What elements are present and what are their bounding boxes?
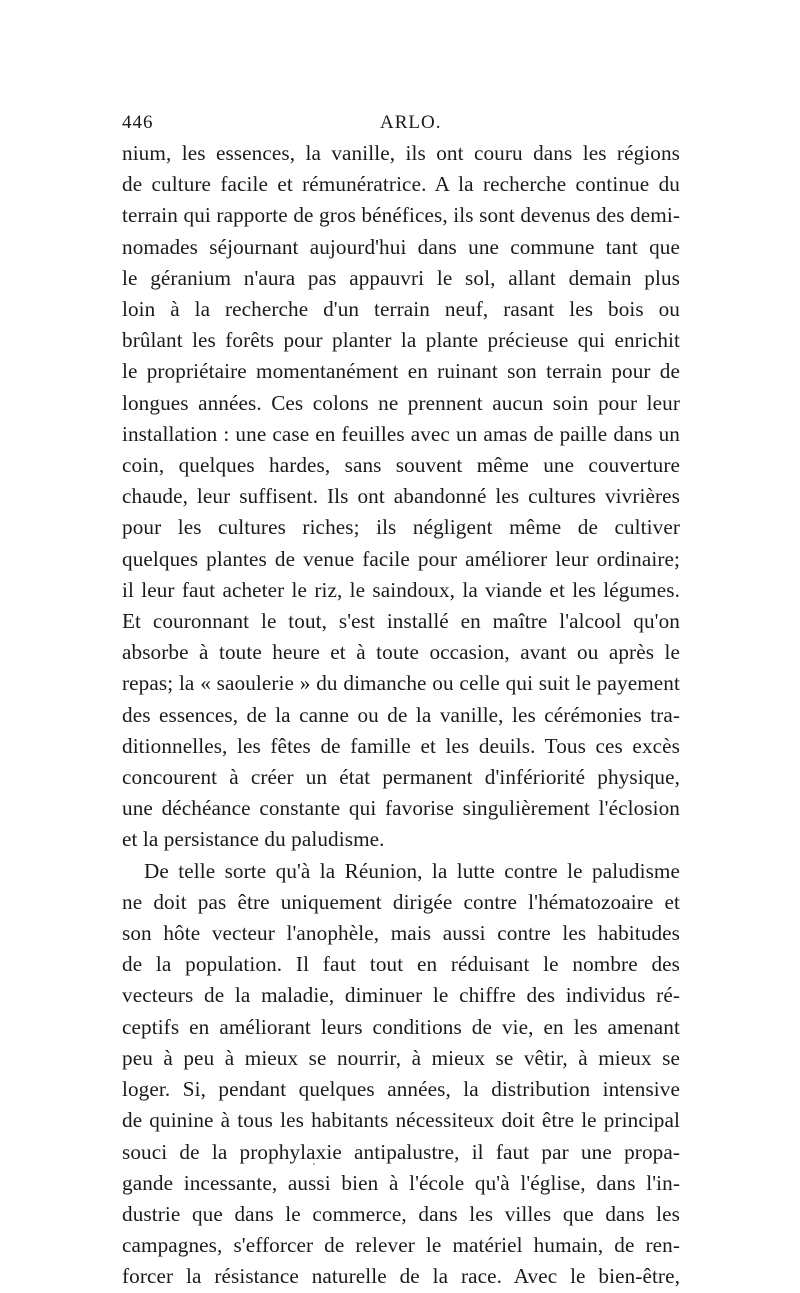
paragraph	[122, 856, 680, 1293]
text-line: campagnes, s'efforcer de relever le matériel humain, de ren-	[122, 1233, 680, 1258]
text-line: coin, quelques hardes, sans souvent même une couverture	[122, 453, 680, 478]
text-line: repas; la « saoulerie » du dimanche ou celle qui suit le payement	[122, 671, 680, 696]
text-line: Et couronnant le tout, s'est installé en maître l'alcool qu'on	[122, 609, 680, 634]
text-line: de culture facile et rémunératrice. A la recherche continue du	[122, 172, 680, 197]
text-line: nium, les essences, la vanille, ils ont couru dans les régions	[122, 141, 680, 165]
text-line: installation : une case en feuilles avec un amas de paille dans un	[122, 421, 680, 446]
text-line: chaude, leur suffisent. Ils ont abandonné les cultures vivrières	[122, 484, 680, 509]
text-line: quelques plantes de venue facile pour améliorer leur ordinaire;	[122, 546, 680, 571]
text-line: loin à la recherche d'un terrain neuf, rasant les bois ou	[122, 297, 680, 322]
text-line: De telle sorte qu'à la Réunion, la lutte contre le paludisme	[144, 858, 680, 883]
text-line: des essences, de la canne ou de la vanille, les cérémonies tra-	[122, 702, 680, 727]
text-line: dustrie que dans le commerce, dans les villes que dans les	[122, 1201, 680, 1226]
text-line: une déchéance constante qui favorise singulièrement l'éclosion	[122, 796, 680, 821]
text-line: ditionnelles, les fêtes de famille et les deuils. Tous ces excès	[122, 733, 680, 758]
text-line: nomades séjournant aujourd'hui dans une commune tant que	[122, 234, 680, 259]
text-line: ne doit pas être uniquement dirigée contre l'hématozoaire et	[122, 889, 680, 914]
text-line: le géranium n'aura pas appauvri le sol, allant demain plus	[122, 265, 680, 290]
page-number: 446	[122, 112, 154, 133]
text-line: vecteurs de la maladie, diminuer le chiffre des individus ré-	[122, 983, 680, 1008]
text-line: de la population. Il faut tout en réduisant le nombre des	[122, 952, 680, 977]
text-line: son hôte vecteur l'anophèle, mais aussi contre les habitudes	[122, 921, 680, 946]
text-line: absorbe à toute heure et à toute occasion, avant ou après le	[122, 640, 680, 665]
body-text	[122, 138, 680, 1293]
text-line: loger. Si, pendant quelques années, la distribution intensive	[122, 1077, 680, 1102]
text-line: et la persistance du paludisme.	[122, 827, 385, 852]
text-line: il leur faut acheter le riz, le saindoux, la viande et les légumes.	[122, 577, 680, 602]
text-line: peu à peu à mieux se nourrir, à mieux se vêtir, à mieux se	[122, 1045, 680, 1070]
text-line: longues années. Ces colons ne prennent aucun soin pour leur	[122, 390, 680, 415]
text-line: terrain qui rapporte de gros bénéfices, ils sont devenus des demi-	[122, 203, 680, 228]
paragraph	[122, 138, 680, 856]
text-line: souci de la prophylaxie antipalustre, il faut par une propa-	[122, 1139, 680, 1164]
text-line: pour les cultures riches; ils négligent même de cultiver	[122, 515, 680, 540]
text-line: gande incessante, aussi bien à l'école qu'à l'église, dans l'in-	[122, 1170, 680, 1195]
text-line: brûlant les forêts pour planter la plante précieuse qui enrichit	[122, 328, 680, 353]
text-line: concourent à créer un état permanent d'infériorité physique,	[122, 765, 680, 790]
text-line: ceptifs en améliorant leurs conditions de vie, en les amenant	[122, 1014, 680, 1039]
text-line: de quinine à tous les habitants nécessiteux doit être le principal	[122, 1108, 680, 1133]
ink-speck	[313, 1163, 315, 1165]
running-head: ARLO.	[380, 112, 442, 133]
text-line: le propriétaire momentanément en ruinant son terrain pour de	[122, 359, 680, 384]
text-line: forcer la résistance naturelle de la race. Avec le bien-être,	[122, 1264, 680, 1289]
